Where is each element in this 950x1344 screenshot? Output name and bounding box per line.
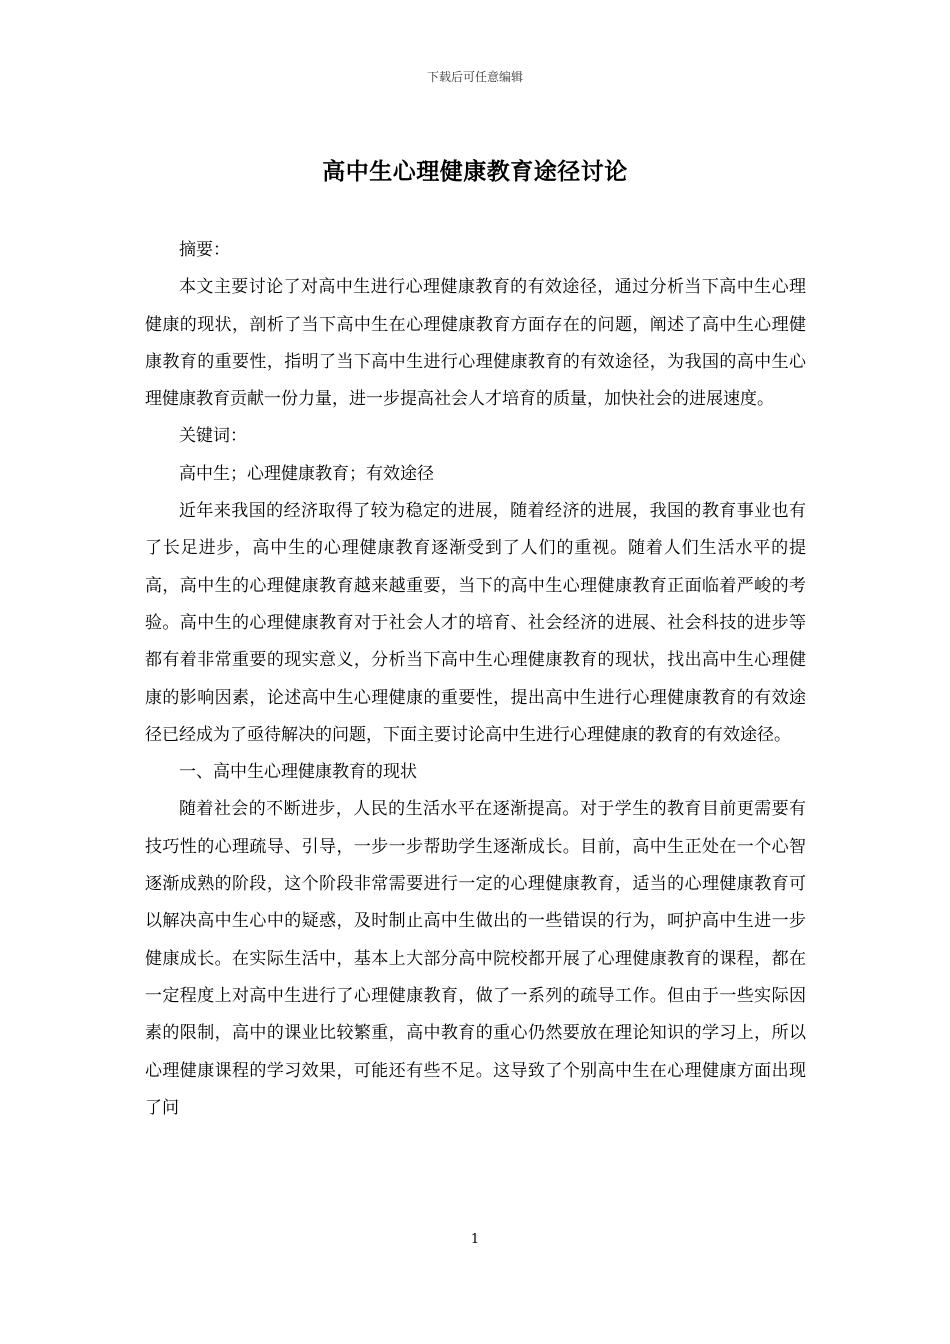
page-number: 1: [470, 1232, 480, 1247]
keywords-heading: 关键词：: [179, 426, 247, 447]
keywords-paragraph: 高中生；心理健康教育；有效途径: [179, 463, 434, 484]
page-header: 下载后可任意编辑: [426, 70, 523, 84]
intro-paragraph: 近年来我国的经济取得了较为稳定的进展，随着经济的进展，我国的教育事业也有了长足进步，高中生的心理健康教育逐渐受到了人们的重视。随着人们生活水平的提高，高中生的心理健康教育越来越重要，当下的高中生心理健康教育正面临着严峻的考验。高中生的心理健康教育对于社会人才的培育、社会经济的进展、社会科技的进步等都有着非常重要的现实意义，分析当下高中生心理健康教育的现状，找出高中生心理健康的影响因素，论述高中生心理健康的重要性，提出高中生进行心理健康教育的有效途径已经成为了亟待解决的问题，下面主要讨论高中生进行心理健康的教育的有效途径。: [145, 501, 806, 745]
abstract-paragraph: 本文主要讨论了对高中生进行心理健康教育的有效途径，通过分析当下高中生心理健康的现状，剖析了当下高中生在心理健康教育方面存在的问题，阐述了高中生心理健康教育的重要性，指明了当下高中生进行心理健康教育的有效途径，为我国的高中生心理健康教育贡献一份力量，进一步提高社会人才培育的质量，加快社会的进展速度。: [145, 277, 806, 410]
section-1-paragraph: 随着社会的不断进步，人民的生活水平在逐渐提高。对于学生的教育目前更需要有技巧性的心理疏导、引导，一步一步帮助学生逐渐成长。目前，高中生正处在一个心智逐渐成熟的阶段，这个阶段非常需要进行一定的心理健康教育，适当的心理健康教育可以解决高中生心中的疑惑，及时制止高中生做出的一些错误的行为，呵护高中生进一步健康成长。在实际生活中，基本上大部分高中院校都开展了心理健康教育的课程，都在一定程度上对高中生进行了心理健康教育，做了一系列的疏导工作。但由于一些实际因素的限制，高中的课业比较繁重，高中教育的重心仍然要放在理论知识的学习上，所以心理健康课程的学习效果，可能还有些不足。这导致了个别高中生在心理健康方面出现了问: [145, 799, 806, 1118]
abstract-heading: 摘要：: [179, 240, 230, 260]
document-title: 高中生心理健康教育途径讨论: [322, 158, 628, 185]
document-body: [145, 232, 806, 1127]
section-heading-1: 一、高中生心理健康教育的现状: [179, 762, 417, 783]
